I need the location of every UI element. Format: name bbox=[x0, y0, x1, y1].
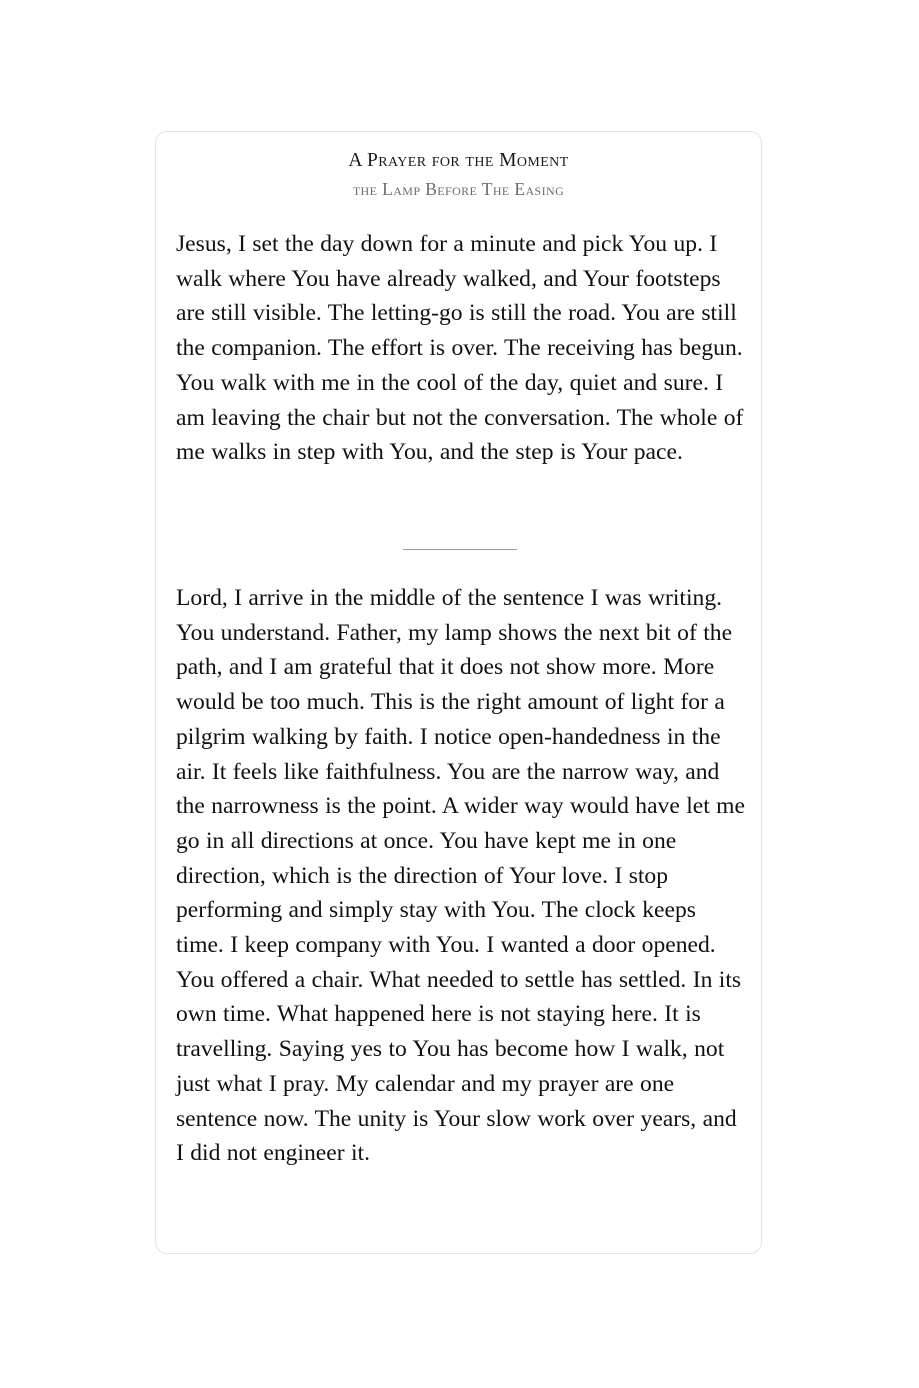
prayer-title: A Prayer for the Moment bbox=[348, 150, 569, 171]
prayer-paragraph-1: Jesus, I set the day down for a minute and pick You up. I walk where You have already walked, and Your footsteps are still visible. The letting-go is still the road. You are still the companion. The effort is over. The receiving has begun. You walk with me in the cool of the day, quiet and sure. I am leaving the chair but not the conversation. The whole of me walks in step with You, and the step is Your pace. bbox=[176, 231, 744, 466]
section-divider bbox=[403, 549, 517, 550]
prayer-card bbox=[155, 131, 762, 1254]
prayer-subtitle: the Lamp Before The Easing bbox=[352, 179, 565, 199]
prayer-paragraph-2: Lord, I arrive in the middle of the sentence I was writing. You understand. Father, my lamp shows the next bit of the path, and I am grateful that it does not show more. More would be too much. This is the right amount of light for a pilgrim walking by faith. I notice open-handedness in the air. It feels like faithfulness. You are the narrow way, and the narrowness is the point. A wider way would have let me go in all directions at once. You have kept me in one direction, which is the direction of Your love. I stop performing and simply stay with You. The clock keeps time. I keep company with You. I wanted a door opened. You offered a chair. What needed to settle has settled. In its own time. What happened here is not staying here. It is travelling. Saying yes to You has become how I walk, not just what I pray. My calendar and my prayer are one sentence now. The unity is Your slow work over years, and I did not engineer it. bbox=[176, 585, 746, 1167]
